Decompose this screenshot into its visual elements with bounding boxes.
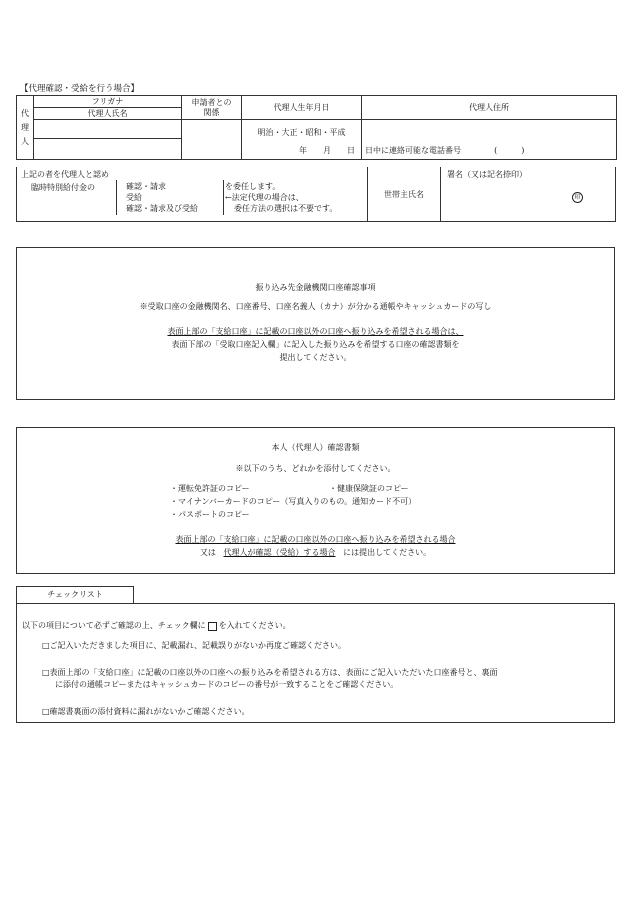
legal-note-1: ←法定代理の場合は、 — [225, 193, 304, 202]
option-bracket — [116, 180, 224, 215]
checklist-tab: チェックリスト — [16, 586, 134, 603]
proxy-side-label: 代 理 人 — [17, 96, 34, 160]
seal-icon: 印 — [572, 192, 583, 203]
checklist-item-2[interactable]: □表面上部の「支給口座」に記載の口座以外の口座への振り込みを希望される方は、表面にご記入いただいた口座番号と、裏面 — [42, 668, 498, 677]
id-box-note: ※以下のうち、どれかを添付してください。 — [235, 464, 396, 473]
id-item-insurance: ・健康保険証のコピー — [329, 484, 409, 493]
checklist-item-3[interactable]: □確認書裏面の添付資料に漏れがないかご確認ください。 — [42, 707, 250, 716]
birthdate-label: 代理人生年月日 — [242, 96, 362, 120]
furigana-input[interactable] — [34, 120, 182, 139]
id-box-line2: 又は 代理人が確認（受給）する場合 には提出してください。 — [199, 548, 432, 557]
id-documents-box — [16, 427, 615, 574]
legal-note-2: 委任方法の選択は不要です。 — [234, 204, 338, 213]
proxy-name-input[interactable] — [34, 139, 182, 160]
checkmark-icon — [208, 622, 217, 631]
bank-box-line3: 提出してください。 — [279, 353, 352, 362]
birthdate-input[interactable]: 明治・大正・昭和・平成 年 月 日 — [242, 120, 362, 160]
furigana-label: フリガナ — [34, 96, 182, 108]
phone-label: 日中に連絡可能な電話番号 — [365, 146, 461, 155]
checklist-item-1[interactable]: □ご記入いただきました項目に、記載漏れ、記載誤りがないか再度ご確認ください。 — [42, 641, 347, 650]
delegation-intro: 上記の者を代理人と認め — [21, 170, 109, 179]
bank-box-line1: 表面上部の「支給口座」に記載の口座以外の口座へ振り込みを希望される場合は、 — [167, 327, 464, 336]
entrust-text: を委任します。 — [225, 182, 281, 191]
id-item-passport: ・パスポートのコピー — [170, 510, 250, 519]
benefit-label: 臨時特別給付金の — [31, 183, 95, 192]
id-item-license: ・運転免許証のコピー — [170, 484, 250, 493]
proxy-table — [16, 95, 617, 160]
address-label: 代理人住所 — [362, 96, 617, 120]
relation-input[interactable] — [182, 120, 242, 160]
checklist-intro: 以下の項目について必ずご確認の上、チェック欄に を入れてください。 — [22, 621, 291, 630]
bank-account-box — [16, 247, 615, 400]
signature-input[interactable] — [441, 167, 615, 221]
head-label-cell — [367, 167, 441, 221]
bank-box-title: 振り込み先金融機関口座確認事項 — [255, 283, 376, 292]
id-item-mynumber: ・マイナンバーカードのコピー（写真入りのもの。通知カード不可） — [170, 497, 417, 506]
option-receive[interactable]: 受給 — [126, 193, 142, 202]
checklist-box — [16, 603, 615, 723]
bank-box-note: ※受取口座の金融機関名、口座番号、口座名義人（カナ）が分かる通帳やキャッシュカードの写し — [139, 302, 492, 311]
address-input[interactable] — [362, 120, 617, 160]
signature-label: 署名（又は記名捺印） — [447, 170, 527, 179]
option-confirm[interactable]: 確認・請求 — [126, 182, 166, 191]
head-of-household-label: 世帯主氏名 — [384, 189, 424, 199]
id-box-title: 本人（代理人）確認書類 — [271, 443, 360, 452]
bank-box-line2: 表面下部の「受取口座記入欄」に記入した振り込みを希望する口座の確認書類を — [171, 340, 460, 349]
option-both[interactable]: 確認・請求及び受給 — [126, 204, 198, 213]
checklist-item-2-cont: に添付の通帳コピーまたはキャッシュカードのコピーの番号が一致することをご確認ください。 — [55, 680, 399, 689]
phone-input[interactable]: ( ) — [494, 146, 525, 155]
section-title: 【代理確認・受給を行う場合】 — [20, 84, 140, 94]
relation-label: 申請者との 関係 — [182, 96, 242, 120]
proxy-name-label: 代理人氏名 — [34, 108, 182, 120]
id-box-line1: 表面上部の「支給口座」に記載の口座以外の口座へ振り込みを希望される場合 — [175, 535, 456, 544]
delegation-block — [16, 167, 616, 222]
